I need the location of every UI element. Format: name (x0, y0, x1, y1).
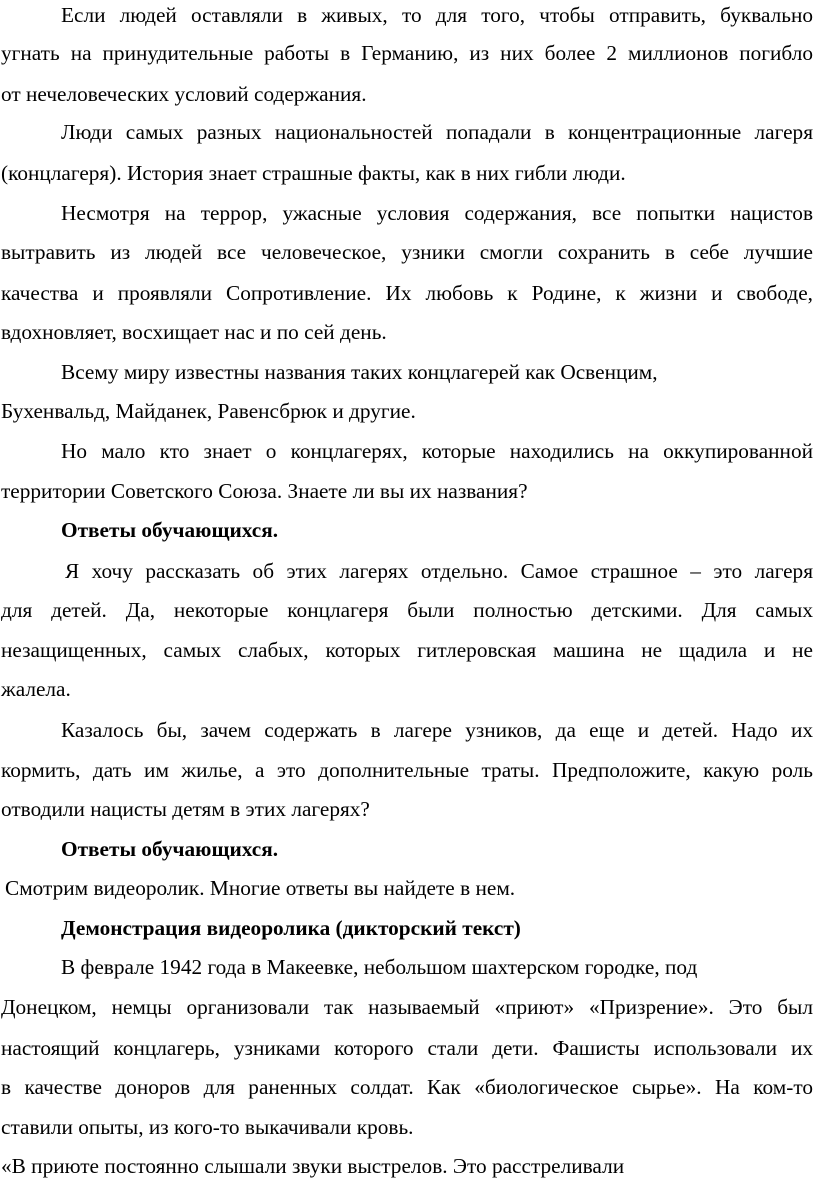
text-line: в качестве доноров для раненных солдат. Как «биологическое сырье». На ком-то (1, 1075, 813, 1099)
text-line: «В приюте постоянно слышали звуки выстрелов. Это расстреливали (1, 1154, 625, 1178)
text-line: жалела. (1, 677, 71, 701)
text-line: настоящий концлагерь, узниками которого стали дети. Фашисты использовали их (1, 1036, 813, 1060)
text-line: для детей. Да, некоторые концлагеря были полностью детскими. Для самых (1, 598, 813, 622)
text-line: качества и проявляли Сопротивление. Их любовь к Родине, к жизни и свободе, (1, 281, 813, 305)
text-line: кормить, дать им жилье, а это дополнительные траты. Предположите, какую роль (1, 758, 813, 782)
section-heading: Ответы обучающихся. (61, 837, 279, 861)
text-line: Всему миру известны названия таких концлагерей как Освенцим, (61, 360, 658, 384)
text-line: вдохновляет, восхищает нас и по сей день. (1, 320, 387, 344)
text-line: незащищенных, самых слабых, которых гитлеровская машина не щадила и не (1, 638, 813, 662)
text-line: Смотрим видеоролик. Многие ответы вы найдете в нем. (5, 876, 516, 900)
text-line: Бухенвальд, Майданек, Равенсбрюк и другие. (1, 399, 416, 423)
text-line: территории Советского Союза. Знаете ли вы их названия? (1, 479, 528, 503)
text-line: угнать на принудительные работы в Германию, из них более 2 миллионов погибло (1, 41, 813, 65)
text-line: Я хочу рассказать об этих лагерях отдельно. Самое страшное – это лагеря (65, 559, 813, 583)
text-line: вытравить из людей все человеческое, узники смогли сохранить в себе лучшие (1, 240, 813, 264)
text-line: отводили нацисты детям в этих лагерях? (1, 797, 370, 821)
section-heading: Ответы обучающихся. (61, 518, 279, 542)
text-line: (концлагеря). История знает страшные факты, как в них гибли люди. (1, 161, 626, 185)
text-line: Донецком, немцы организовали так называемый «приют» «Призрение». Это был (1, 995, 813, 1019)
section-heading: Демонстрация видеоролика (дикторский текст) (61, 916, 521, 940)
text-line: ставили опыты, из кого-то выкачивали кровь. (1, 1115, 414, 1139)
text-line: Несмотря на террор, ужасные условия содержания, все попытки нацистов (61, 201, 813, 225)
text-line: Люди самых разных национальностей попадали в концентрационные лагеря (61, 120, 813, 144)
text-line: от нечеловеческих условий содержания. (1, 82, 367, 106)
text-line: Казалось бы, зачем содержать в лагере узников, да еще и детей. Надо их (61, 718, 813, 742)
text-line: Но мало кто знает о концлагерях, которые находились на оккупированной (61, 439, 813, 463)
text-line: В феврале 1942 года в Макеевке, небольшом шахтерском городке, под (61, 955, 698, 979)
text-line: Если людей оставляли в живых, то для того, чтобы отправить, буквально (61, 3, 813, 27)
